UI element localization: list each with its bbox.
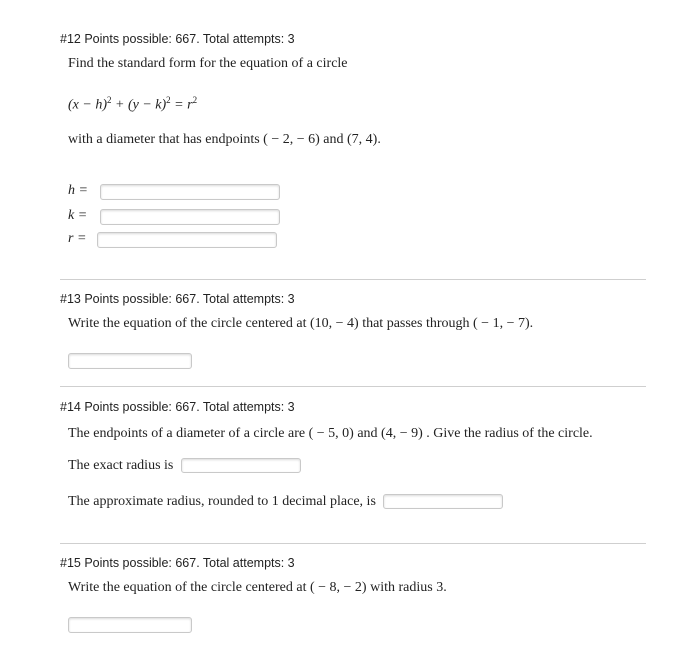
divider-3 [60,543,646,544]
q14-header: #14 Points possible: 667. Total attempts: 3 [60,400,295,414]
k-label: k = [68,208,88,223]
q12-prompt: Find the standard form for the equation of a circle [68,56,348,71]
k-input[interactable] [100,209,280,225]
r-label: r = [68,231,87,246]
q15-answer-input[interactable] [68,617,192,633]
q12-formula-exp2: 2 [166,95,171,105]
divider-2 [60,386,646,387]
q12-detail: with a diameter that has endpoints ( − 2, − 6) and (7, 4). [68,132,381,147]
q14-prompt: The endpoints of a diameter of a circle are ( − 5, 0) and (4, − 9) . Give the radius of the circle. [68,426,593,441]
q12-header: #12 Points possible: 667. Total attempts: 3 [60,32,295,46]
q14-exact-input[interactable] [181,458,301,473]
q12-formula [68,91,197,115]
q12-formula-exp1: 2 [107,95,112,105]
q14-approx-row [68,493,503,511]
h-input[interactable] [100,184,280,200]
divider-1 [60,279,646,280]
q14-exact-label: The exact radius is [68,458,174,473]
q13-prompt: Write the equation of the circle centered at (10, − 4) that passes through ( − 1, − 7). [68,316,534,331]
h-label: h = [68,183,88,198]
q12-formula-part3: = r [170,97,193,113]
q13-answer-input[interactable] [68,353,192,369]
q15-prompt: Write the equation of the circle centered at ( − 8, − 2) with radius 3. [68,580,447,595]
q15-header: #15 Points possible: 667. Total attempts: 3 [60,556,295,570]
q14-approx-label: The approximate radius, rounded to 1 decimal place, is [68,494,376,509]
r-input[interactable] [97,232,277,248]
q14-exact-row [68,457,301,475]
q12-formula-exp3: 2 [192,95,198,105]
q14-approx-input[interactable] [383,494,503,509]
q13-header: #13 Points possible: 667. Total attempts: 3 [60,292,295,306]
q12-formula-part1: (x − h) [68,97,107,113]
q12-formula-part2: + (y − k) [111,97,167,113]
